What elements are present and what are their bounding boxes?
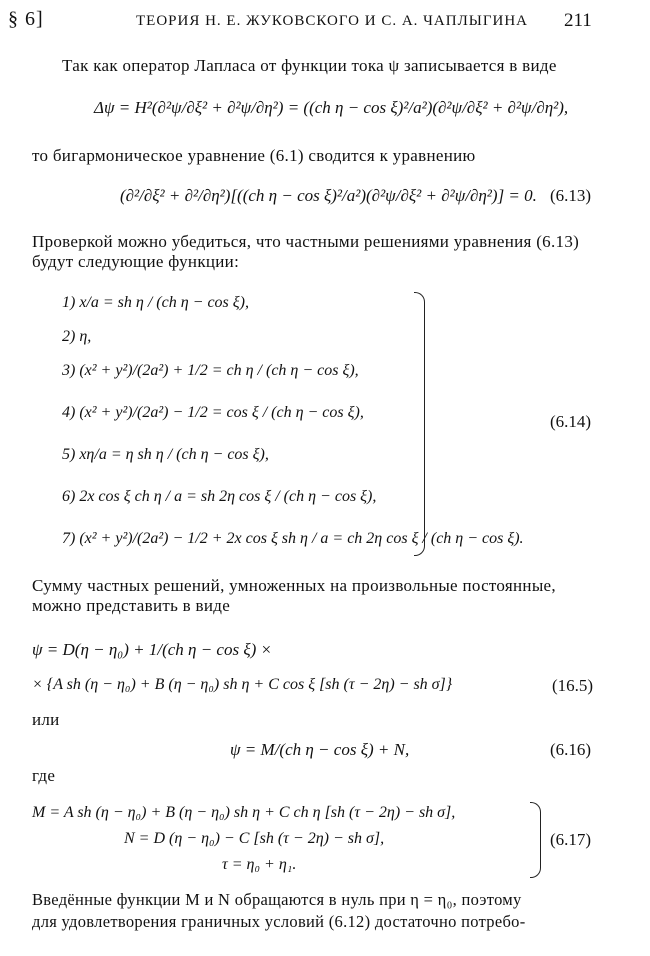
equation-16-5-line-2: × {A sh (η − η₀) + B (η − η₀) sh η + C cos ξ [sh (τ − 2η) − sh σ]} [32, 676, 453, 693]
paragraph-4-line-2: можно представить в виде [32, 596, 231, 615]
paragraph-4-line-1: Сумму частных решений, умноженных на произвольные постоянные, [32, 576, 556, 595]
page-number: 211 [564, 10, 592, 31]
word-gde: где [32, 766, 56, 785]
equation-label-6-16: (6.16) [550, 740, 592, 759]
paragraph-5-line-1: Введённые функции M и N обращаются в нуль при η = η₀, поэтому [32, 890, 522, 909]
solution-2: 2) η, [62, 328, 92, 345]
equation-16-5-line-1: ψ = D(η − η₀) + 1/(ch η − cos ξ) × [32, 640, 273, 659]
equation-label-6-17: (6.17) [550, 830, 592, 849]
equation-6-16: ψ = M/(ch η − cos ξ) + N, [230, 740, 410, 759]
section-marker: § 6] [8, 8, 44, 30]
equation-laplace: Δψ = H²(∂²ψ/∂ξ² + ∂²ψ/∂η²) = ((ch η − cos ξ)²/a²)(∂²ψ/∂ξ² + ∂²ψ/∂η²), [94, 98, 569, 117]
solution-7: 7) (x² + y²)/(2a²) − 1/2 + 2x cos ξ sh η / a = ch 2η cos ξ / (ch η − cos ξ). [62, 530, 524, 547]
paragraph-5-line-2: для удовлетворения граничных условий (6.12) достаточно потребо- [32, 912, 526, 931]
equation-label-6-14: (6.14) [550, 412, 592, 431]
equation-label-16-5: (16.5) [552, 676, 594, 695]
solution-6: 6) 2x cos ξ ch η / a = sh 2η cos ξ / (ch η − cos ξ), [62, 488, 377, 505]
equation-6-13: (∂²/∂ξ² + ∂²/∂η²)[((ch η − cos ξ)²/a²)(∂²ψ/∂ξ² + ∂²ψ/∂η²)] = 0. [120, 186, 537, 205]
word-ili: или [32, 710, 60, 729]
solution-4: 4) (x² + y²)/(2a²) − 1/2 = cos ξ / (ch η − cos ξ), [62, 404, 364, 421]
solution-5: 5) xη/a = η sh η / (ch η − cos ξ), [62, 446, 269, 463]
right-brace-6-14 [414, 292, 425, 556]
equation-6-17-line-2: N = D (η − η₀) − C [sh (τ − 2η) − sh σ], [124, 830, 385, 847]
paragraph-2: то бигармоническое уравнение (6.1) сводится к уравнению [32, 146, 476, 165]
solution-3: 3) (x² + y²)/(2a²) + 1/2 = ch η / (ch η − cos ξ), [62, 362, 359, 379]
equation-label-6-13: (6.13) [550, 186, 592, 205]
paragraph-3-line-1: Проверкой можно убедиться, что частными решениями уравнения (6.13) [32, 232, 580, 251]
equation-6-17-line-1: M = A sh (η − η₀) + B (η − η₀) sh η + C ch η [sh (τ − 2η) − sh σ], [32, 804, 456, 821]
running-title: ТЕОРИЯ Н. Е. ЖУКОВСКОГО И С. А. ЧАПЛЫГИНА [136, 13, 529, 29]
right-brace-6-17 [530, 802, 541, 878]
paragraph-1: Так как оператор Лапласа от функции тока ψ записывается в виде [62, 56, 557, 75]
solution-1: 1) x/a = sh η / (ch η − cos ξ), [62, 294, 249, 311]
paragraph-3-line-2: будут следующие функции: [32, 252, 240, 271]
equation-6-17-line-3: τ = η₀ + η₁. [222, 856, 297, 873]
